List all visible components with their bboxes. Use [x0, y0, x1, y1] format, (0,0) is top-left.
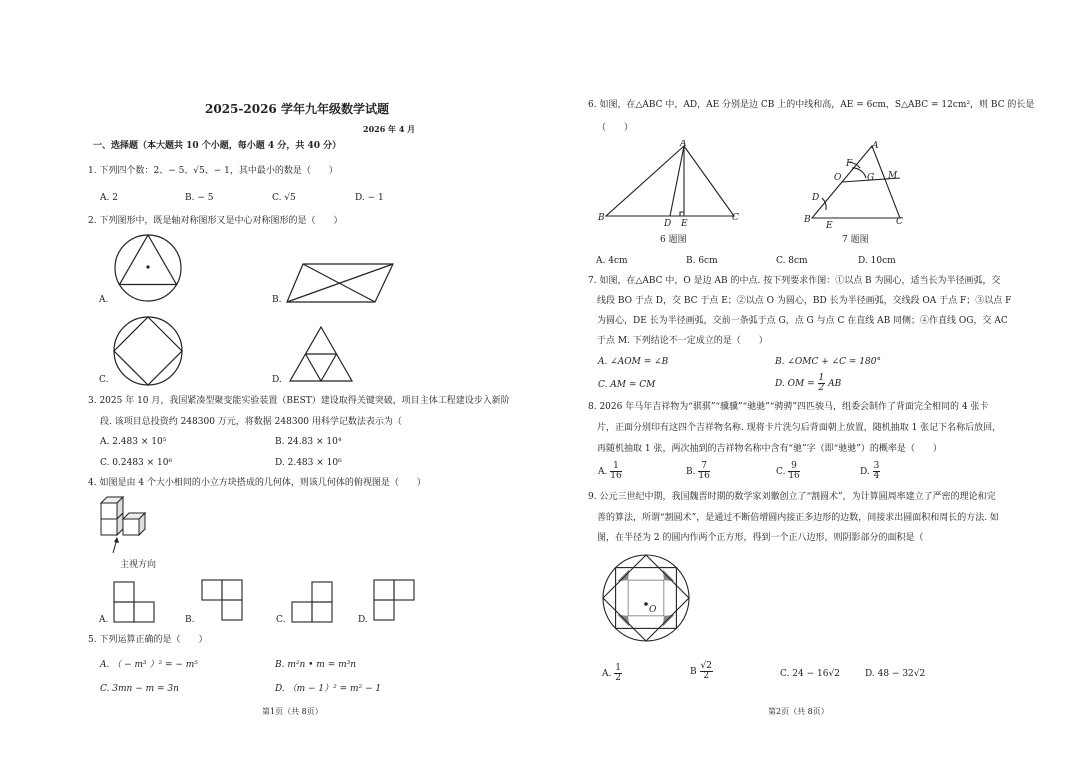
fig7-caption: 7 题图: [842, 235, 869, 245]
svg-text:D: D: [664, 219, 672, 228]
q8-option-d: D. $\frac{3}{4}$: [860, 461, 880, 481]
svg-text:B: B: [598, 213, 605, 223]
q3-line1: 3. 2025 年 10 月，我国紧凑型聚变能实验装置（BEST）建设取得关键突破，项目主体工程建设步入新阶: [88, 396, 510, 406]
q6-option-d: D. 10cm: [858, 256, 896, 266]
q6-option-a: A. 4cm: [596, 256, 628, 266]
q1-option-d: D. − 1: [355, 193, 384, 203]
q2-option-b: B.: [272, 295, 282, 305]
q4-view-d: [372, 578, 418, 624]
exam-date: 2026 年 4 月: [363, 124, 416, 134]
q1-option-b: B. − 5: [185, 193, 214, 203]
q8-option-a: A. $\frac{1}{16}$: [598, 461, 622, 481]
q9-option-a: A. $\frac{1}{2}$: [602, 663, 621, 683]
q5-option-a: A. （ − m³ ）² = − m⁵: [100, 660, 198, 670]
q1-stem: 1. 下列四个数：2、− 5、√5、− 1，其中最小的数是（ ）: [88, 166, 338, 176]
q5-option-d: D. （m − 1）² = m² − 1: [275, 684, 382, 694]
q2-figure-b: [285, 262, 395, 306]
right-page-footer: 第2页（共 8页）: [768, 707, 829, 716]
q7-option-b: B. ∠OMC + ∠C = 180°: [775, 357, 881, 367]
q4-option-b: B.: [185, 615, 195, 625]
q6-option-c: C. 8cm: [776, 256, 808, 266]
q5-stem: 5. 下列运算正确的是（ ）: [88, 635, 208, 645]
q4-option-d: D.: [358, 615, 368, 625]
q2-figure-d: [288, 325, 354, 383]
q1-option-a: A. 2: [100, 193, 118, 203]
q8-line1: 8. 2026 年马年吉祥物为“骐骐”“骥骥”“驰驰”“骋骋”四匹骏马，组委会制作了背面完全相同的 4 张卡: [588, 402, 989, 412]
q7-line4: 于点 M. 下列结论不一定成立的是（ ）: [597, 336, 768, 346]
svg-text:E: E: [681, 219, 688, 228]
svg-text:A: A: [680, 140, 687, 149]
q6-paren: （ ）: [597, 123, 634, 133]
svg-text:D: D: [812, 193, 820, 203]
q7-option-c: C. AM = CM: [598, 380, 656, 390]
svg-text:G: G: [867, 173, 875, 183]
svg-text:B: B: [804, 215, 811, 225]
q9-octagon-figure: [600, 552, 692, 644]
q7-option-a: A. ∠AOM = ∠B: [598, 357, 669, 367]
q5-option-b: B. m²n • m = m³n: [275, 660, 357, 670]
q9-line2: 善的算法，所谓“割圆术”，是通过不断倍增圆内接正多边形的边数，间接求出圆面积和周长的方法. 如: [597, 513, 999, 523]
q7-line2: 线段 BO 于点 D，交 BC 于点 E；②以点 O 为圆心，BD 长为半径画弧，交线段 OA 于点 F；③以点 F: [597, 296, 1012, 306]
q3-option-b: B. 24.83 × 10⁴: [275, 437, 342, 447]
q2-figure-a: [108, 233, 188, 305]
svg-text:E: E: [826, 221, 833, 230]
q4-view-b: [200, 578, 246, 624]
q9-option-d: D. 48 − 32√2: [865, 669, 926, 679]
q8-option-b: B. $\frac{7}{16}$: [686, 461, 710, 481]
q4-view-c: [290, 580, 336, 626]
q8-option-c: C. $\frac{9}{16}$: [776, 461, 800, 481]
q7-construction-figure: [800, 138, 912, 230]
q4-solid-figure: [95, 495, 155, 555]
svg-text:M: M: [888, 171, 898, 181]
section-heading: 一、选择题（本大题共 10 个小题，每小题 4 分，共 40 分）: [93, 141, 342, 151]
q8-line3: 再随机抽取 1 张，两次抽到的吉祥物名称中含有“驰”字（即“驰驰”）的概率是（ ）: [597, 444, 942, 454]
q9-option-b: B $\frac{√2}{2}$: [690, 661, 712, 681]
q4-stem: 4. 如图是由 4 个大小相同的小立方块搭成的几何体，则该几何体的俯视图是（ ）: [88, 478, 426, 488]
q2-option-a: A.: [99, 295, 109, 305]
q3-line2: 段. 该项目总投资约 248300 万元，将数据 248300 用科学记数法表示为（: [100, 417, 402, 427]
q1-option-c: C. √5: [272, 193, 296, 203]
q3-option-a: A. 2.483 × 10⁵: [100, 437, 167, 447]
q6-option-b: B. 6cm: [686, 256, 718, 266]
q4-option-a: A.: [99, 615, 109, 625]
q4-view-a: [112, 580, 158, 626]
svg-text:C: C: [732, 213, 739, 223]
q5-option-c: C. 3mn − m = 3n: [100, 684, 179, 694]
svg-text:F: F: [846, 159, 853, 169]
q3-option-d: D. 2.483 × 10⁶: [275, 458, 342, 468]
q7-line1: 7. 如图，在△ABC 中，O 是边 AB 的中点. 按下列要求作图：①以点 B 为圆心，适当长为半径画弧，交: [588, 276, 1001, 286]
q9-line3: 图，在半径为 2 的圆内作两个正方形，得到一个正八边形，则阴影部分的面积是（: [597, 533, 924, 543]
left-page-footer: 第1页（共 8页）: [262, 707, 323, 716]
q6-stem: 6. 如图，在△ABC 中，AD，AE 分别是边 CB 上的中线和高，AE = 6cm，S△ABC = 12cm²，则 BC 的长是: [588, 100, 1035, 110]
svg-text:O: O: [834, 173, 842, 183]
svg-text:C: C: [896, 217, 903, 227]
q6-triangle-figure: [594, 140, 744, 228]
q4-view-direction-label: 主视方向: [120, 560, 157, 570]
q7-option-d: D. OM = $\frac{1}{2}$ AB: [775, 373, 842, 393]
q2-stem: 2. 下列图形中，既是轴对称图形又是中心对称图形的是（ ）: [88, 216, 343, 226]
q2-option-c: C.: [99, 375, 109, 385]
q3-option-c: C. 0.2483 × 10⁶: [100, 458, 173, 468]
q8-line2: 片，正面分别印有这四个吉祥物名称. 现将卡片洗匀后背面朝上放置，随机抽取 1 张记下名称后放回，: [597, 423, 1002, 433]
fig6-caption: 6 题图: [660, 235, 687, 245]
q9-line1: 9. 公元三世纪中期，我国魏晋时期的数学家刘徽创立了“割圆术”，为计算圆周率建立了严密的理论和完: [588, 492, 996, 502]
svg-text:O: O: [649, 605, 657, 615]
q7-line3: 为圆心，DE 长为半径画弧，交前一条弧于点 G，点 G 与点 C 在直线 AB 同侧；④作直线 OG，交 AC: [597, 316, 1008, 326]
exam-title: 2025-2026 学年九年级数学试题: [205, 102, 389, 116]
q4-option-c: C.: [276, 615, 286, 625]
svg-text:A: A: [872, 141, 879, 151]
q9-option-c: C. 24 − 16√2: [780, 669, 840, 679]
q2-figure-c: [108, 314, 188, 388]
q2-option-d: D.: [272, 375, 282, 385]
